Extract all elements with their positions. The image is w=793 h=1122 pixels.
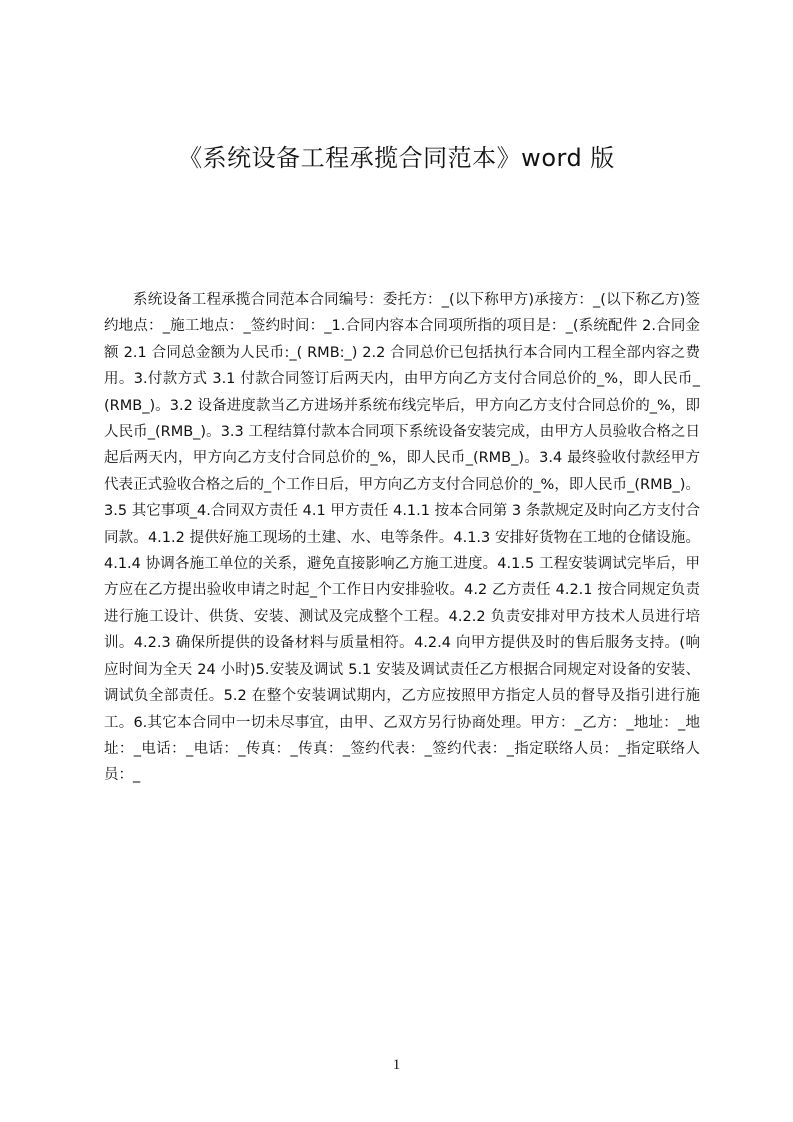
contract-body-paragraph: 系统设备工程承揽合同范本合同编号：委托方：_(以下称甲方)承接方：_(以下称乙方)签约地点：_施工地点：_签约时间：_1.合同内容本合同项所指的项目是：_(系统配件 2.合同金额 2.1 合同总金额为人民币:_( RMB:_) 2.2 合同总价已包括执行本合同内工程全部内容之费用。3.付款方式 3.1 付款合同签订后两天内，由甲方向乙方支付合同总价的_%，即人民币_(RMB_)。3.2 设备进度款当乙方进场并系统布线完毕后，甲方向乙方支付合同总价的_%，即人民币_(RMB_)。3.3 工程结算付款本合同项下系统设备安装完成，由甲方人员验收合格之日起后两天内，甲方向乙方支付合同总价的_%，即人民币_(RMB_)。3.4 最终验收付款经甲方代表正式验收合格之后的_个工作日后，甲方向乙方支付合同总价的_%，即人民币_(RMB_)。3.5 其它事项_4.合同双方责任 4.1 甲方责任 4.1.1 按本合同第 3 条款规定及时向乙方支付合同款。4.1.2 提供好施工现场的土建、水、电等条件。4.1.3 安排好货物在工地的仓储设施。4.1.4 协调各施工单位的关系，避免直接影响乙方施工进度。4.1.5 工程安装调试完毕后，甲方应在乙方提出验收申请之时起_个工作日内安排验收。4.2 乙方责任 4.2.1 按合同规定负责进行施工设计、供货、安装、测试及完成整个工程。4.2.2 负责安排对甲方技术人员进行培训。4.2.3 确保所提供的设备材料与质量相符。4.2.4 向甲方提供及时的售后服务支持。(响应时间为全天 24 小时)5.安装及调试 5.1 安装及调试责任乙方根据合同规定对设备的安装、调试负全部责任。5.2 在整个安装调试期内，乙方应按照甲方指定人员的督导及指引进行施工。6.其它本合同中一切未尽事宜，由甲、乙双方另行协商处理。甲方：_乙方：_地址：_地址：_电话：_电话：_传真：_传真：_签约代表：_签约代表：_指定联络人员：_指定联络人员：_ bbox=[104, 292, 700, 784]
page-number: 1 bbox=[392, 1057, 401, 1073]
document-title: 《系统设备工程承揽合同范本》word 版 bbox=[178, 144, 615, 172]
